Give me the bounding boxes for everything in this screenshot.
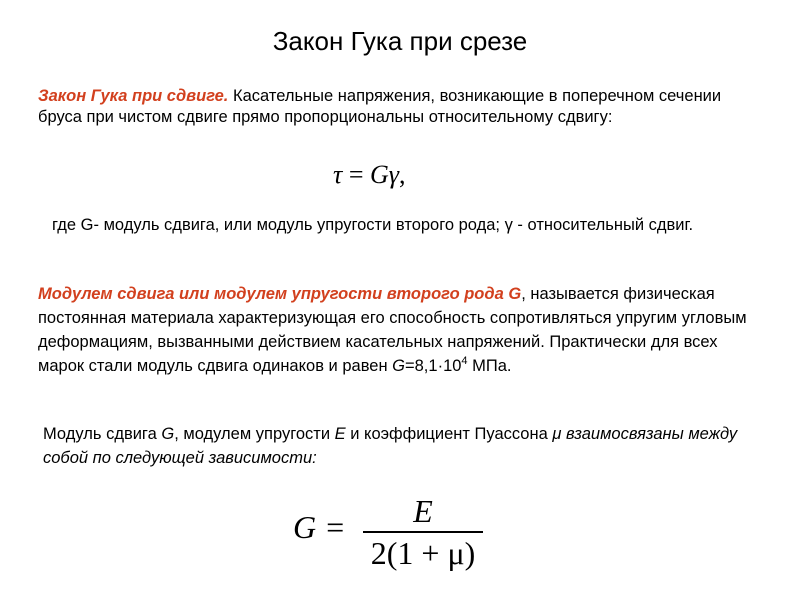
formula-equals: =	[342, 160, 370, 189]
shear-modulus-g: G	[392, 357, 405, 375]
relation-mu: μ	[552, 425, 562, 443]
relation-g: G	[161, 425, 175, 443]
shear-modulus-lead: Модулем сдвига или модулем упругости второго рода G	[38, 285, 522, 303]
poisson-formula-lhs-text: G =	[293, 509, 346, 545]
hooke-shear-text: Касательные напряжения, возникающие в поперечном сечении бруса при чистом сдвиге прямо пропорциональны относительному сдвигу:	[38, 87, 722, 126]
shear-modulus-value: =8,1·10	[405, 357, 462, 375]
hooke-shear-lead: Закон Гука при сдвиге.	[38, 87, 229, 105]
formula-g-gamma: Gγ	[369, 160, 400, 189]
shear-modulus-paragraph	[38, 282, 758, 378]
shear-formula	[333, 160, 406, 190]
shear-modulus-text: , называется физическая постоянная материала характеризующая его способность сопротивляться упругим угловым деформациям, вызванными действием касательных напряжений. Практически для всех марок стали модуль сдвига одинаков и равен	[38, 285, 747, 375]
shear-modulus-exponent: 4	[461, 355, 468, 367]
relation-text-2: , модулем упругости	[174, 425, 335, 443]
relation-e: E	[334, 425, 346, 443]
hooke-shear-paragraph	[38, 86, 738, 128]
poisson-formula-denominator: 2(1 + μ)	[370, 534, 476, 571]
relation-paragraph	[43, 422, 763, 470]
poisson-formula-fraction	[363, 493, 483, 571]
formula-comma: ,	[399, 160, 406, 189]
poisson-formula-lhs	[293, 509, 346, 546]
fraction-bar	[363, 531, 483, 533]
slide-title: Закон Гука при срезе	[272, 26, 528, 56]
relation-text-4: взаимосвязаны между собой по следующей зависимости:	[43, 425, 738, 467]
relation-text-1: Модуль сдвига	[43, 425, 162, 443]
poisson-formula	[293, 493, 493, 573]
formula-tau: τ	[333, 160, 343, 189]
poisson-formula-numerator: E	[413, 493, 433, 529]
shear-modulus-unit: МПа.	[467, 357, 512, 375]
definition-paragraph: где G- модуль сдвига, или модуль упругости второго рода; γ - относительный сдвиг.	[52, 216, 694, 234]
relation-text-3: и коэффициент Пуассона	[345, 425, 553, 443]
